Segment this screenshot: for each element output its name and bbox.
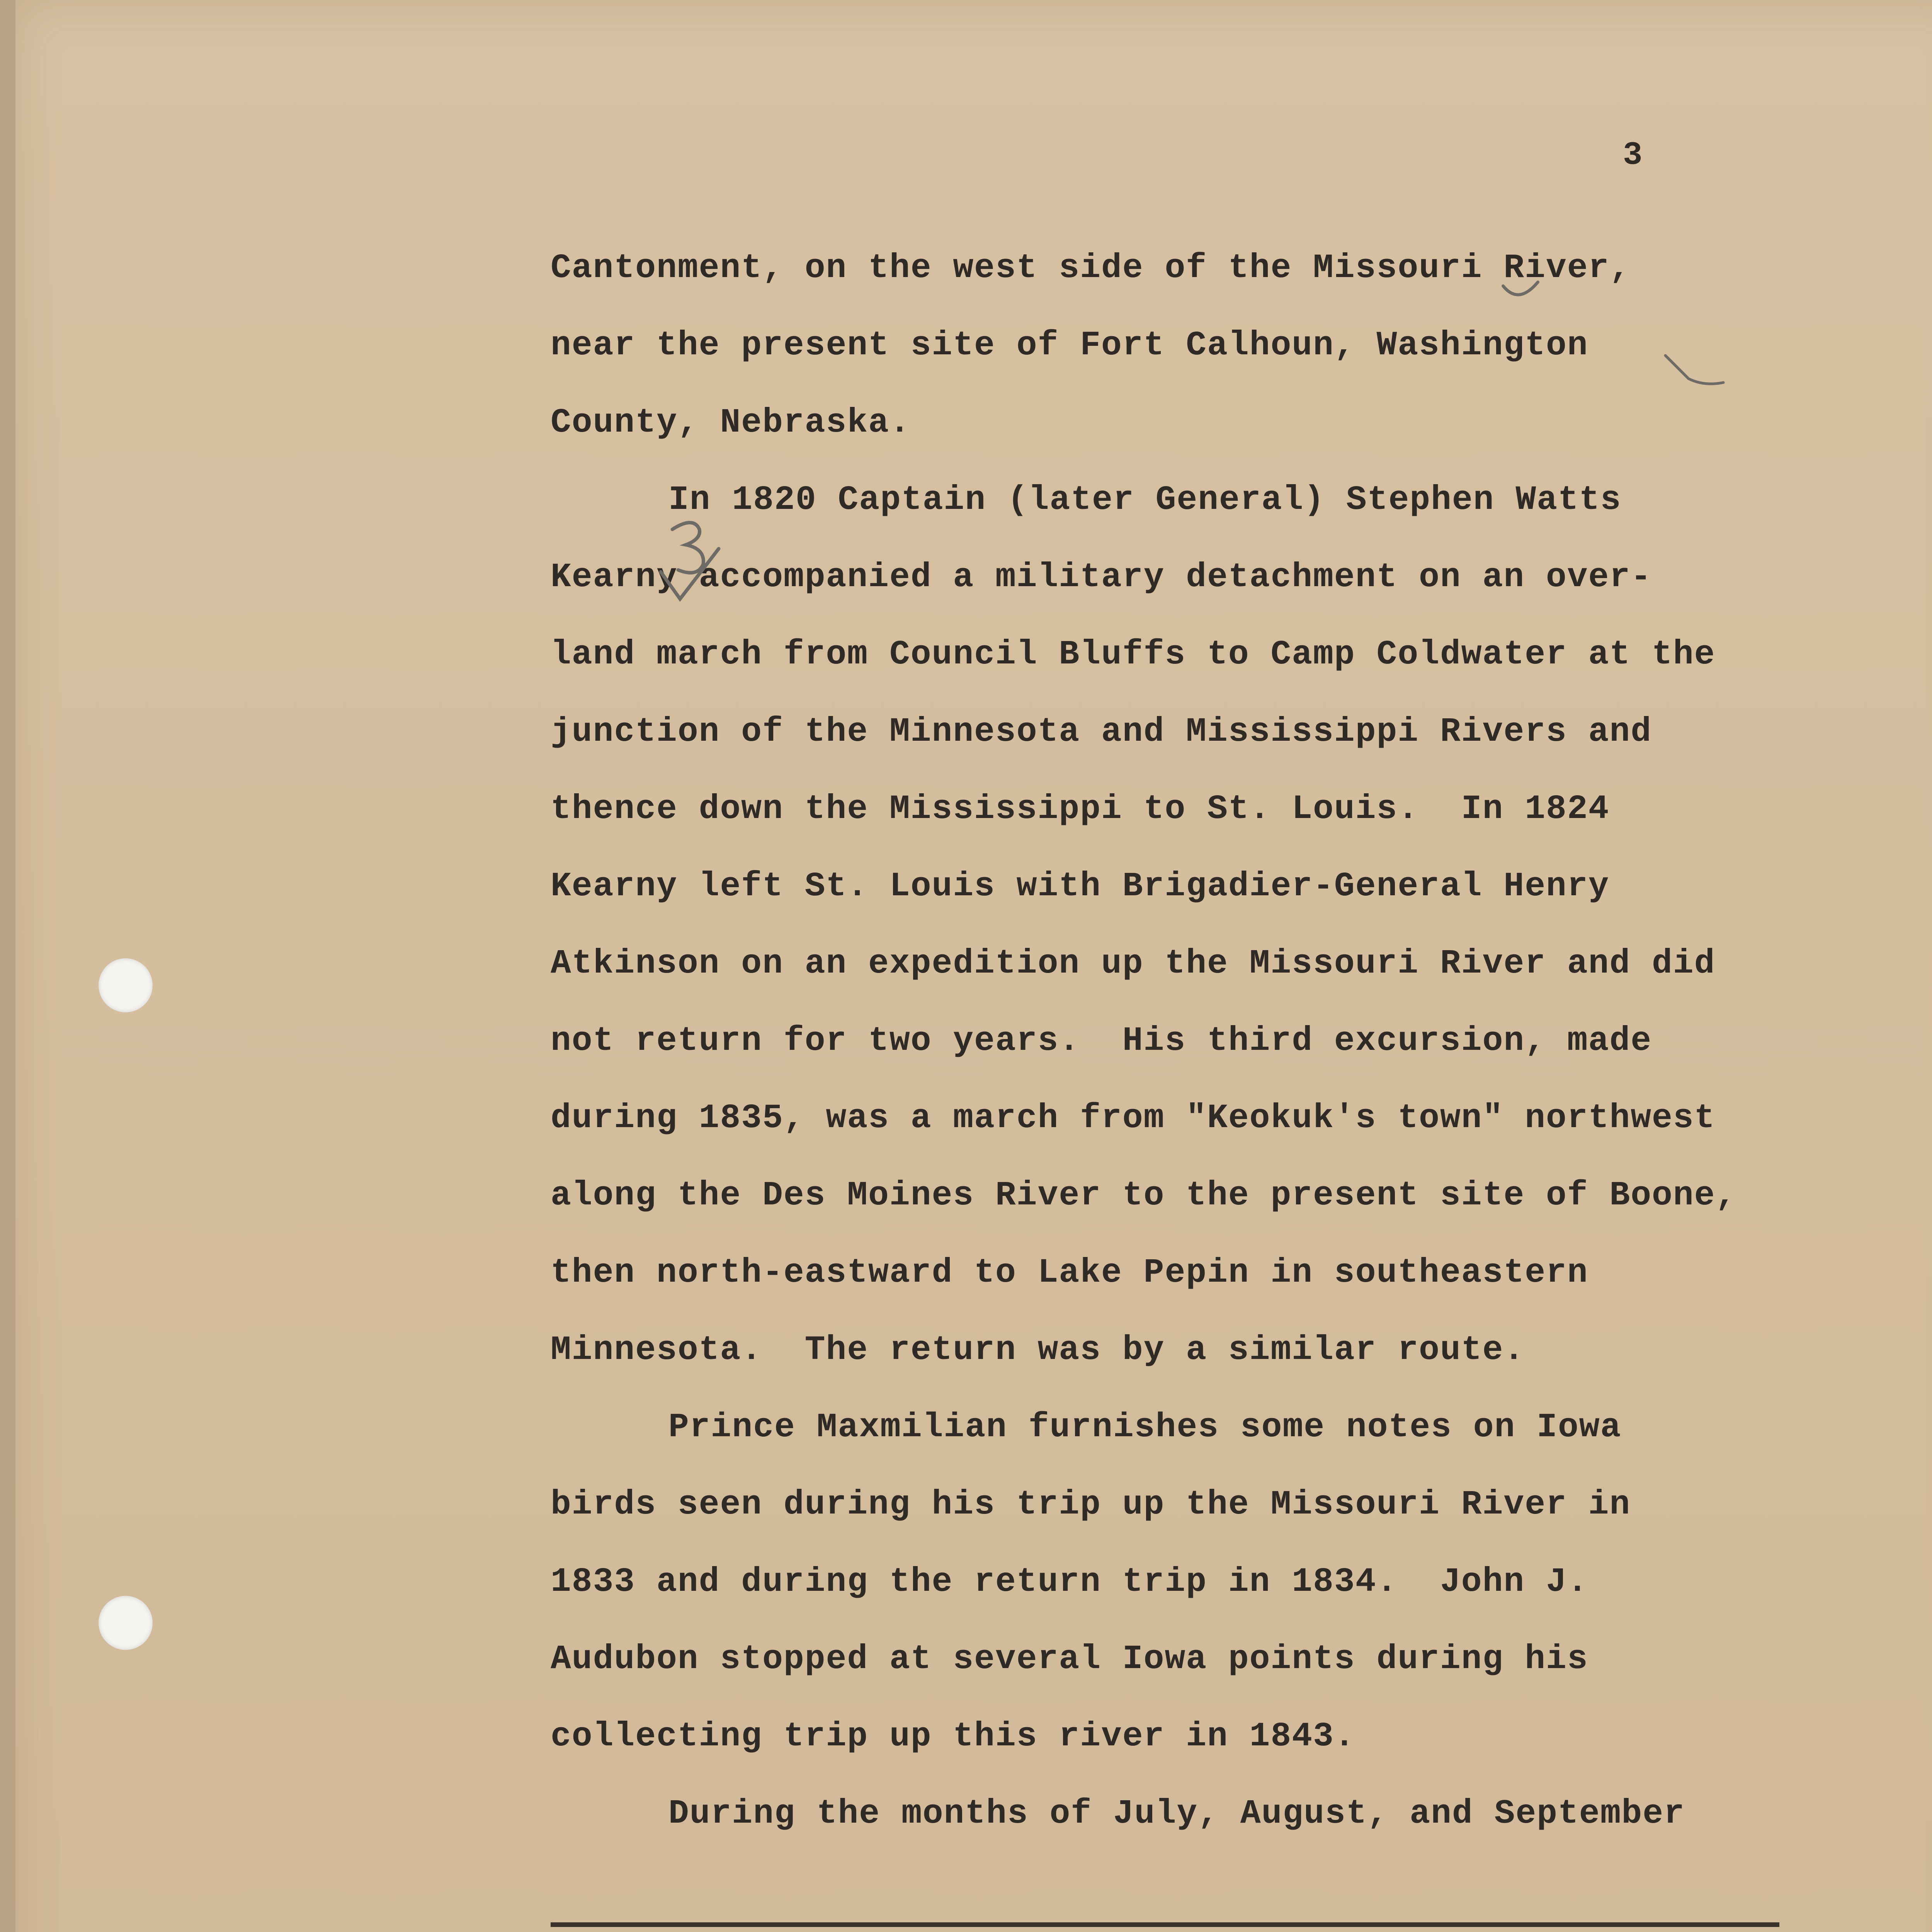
punch-hole (99, 958, 153, 1012)
document-page (15, 0, 1932, 1932)
body-line: During the months of July, August, and September (668, 1795, 1685, 1833)
body-line: Kearny left St. Louis with Brigadier-General Henry (551, 867, 1610, 906)
body-line: birds seen during his trip up the Missouri River in (551, 1486, 1631, 1524)
footnote-rule (551, 1922, 1779, 1927)
body-line: not return for two years. His third excursion, made (551, 1022, 1652, 1060)
body-line: In 1820 Captain (later General) Stephen Watts (668, 481, 1622, 519)
body-line: collecting trip up this river in 1843. (551, 1718, 1355, 1756)
body-line: near the present site of Fort Calhoun, Washington (551, 327, 1588, 365)
body-line: County, Nebraska. (551, 404, 911, 442)
body-line: along the Des Moines River to the present site of Boone, (551, 1177, 1737, 1215)
page-number: 3 (1623, 137, 1643, 174)
body-line: junction of the Minnesota and Mississippi Rivers and (551, 713, 1652, 751)
correction-mark-pencil (1662, 348, 1739, 394)
body-line: Minnesota. The return was by a similar route. (551, 1331, 1525, 1369)
body-line: Kearny accompanied a military detachment on an over- (551, 558, 1652, 597)
page-edge (0, 0, 15, 1932)
body-line: Atkinson on an expedition up the Missouri River and did (551, 945, 1716, 983)
body-line: Audubon stopped at several Iowa points during his (551, 1640, 1588, 1679)
body-line: land march from Council Bluffs to Camp Coldwater at the (551, 636, 1716, 674)
body-line: Cantonment, on the west side of the Missouri River, (551, 249, 1631, 287)
body-line: during 1835, was a march from "Keokuk's town" northwest (551, 1099, 1716, 1138)
body-line: then north-eastward to Lake Pepin in southeastern (551, 1254, 1588, 1292)
punch-hole (99, 1596, 153, 1650)
body-line: 1833 and during the return trip in 1834. John J. (551, 1563, 1588, 1601)
body-line: Prince Maxmilian furnishes some notes on Iowa (668, 1408, 1622, 1447)
body-line: thence down the Mississippi to St. Louis. In 1824 (551, 790, 1610, 828)
